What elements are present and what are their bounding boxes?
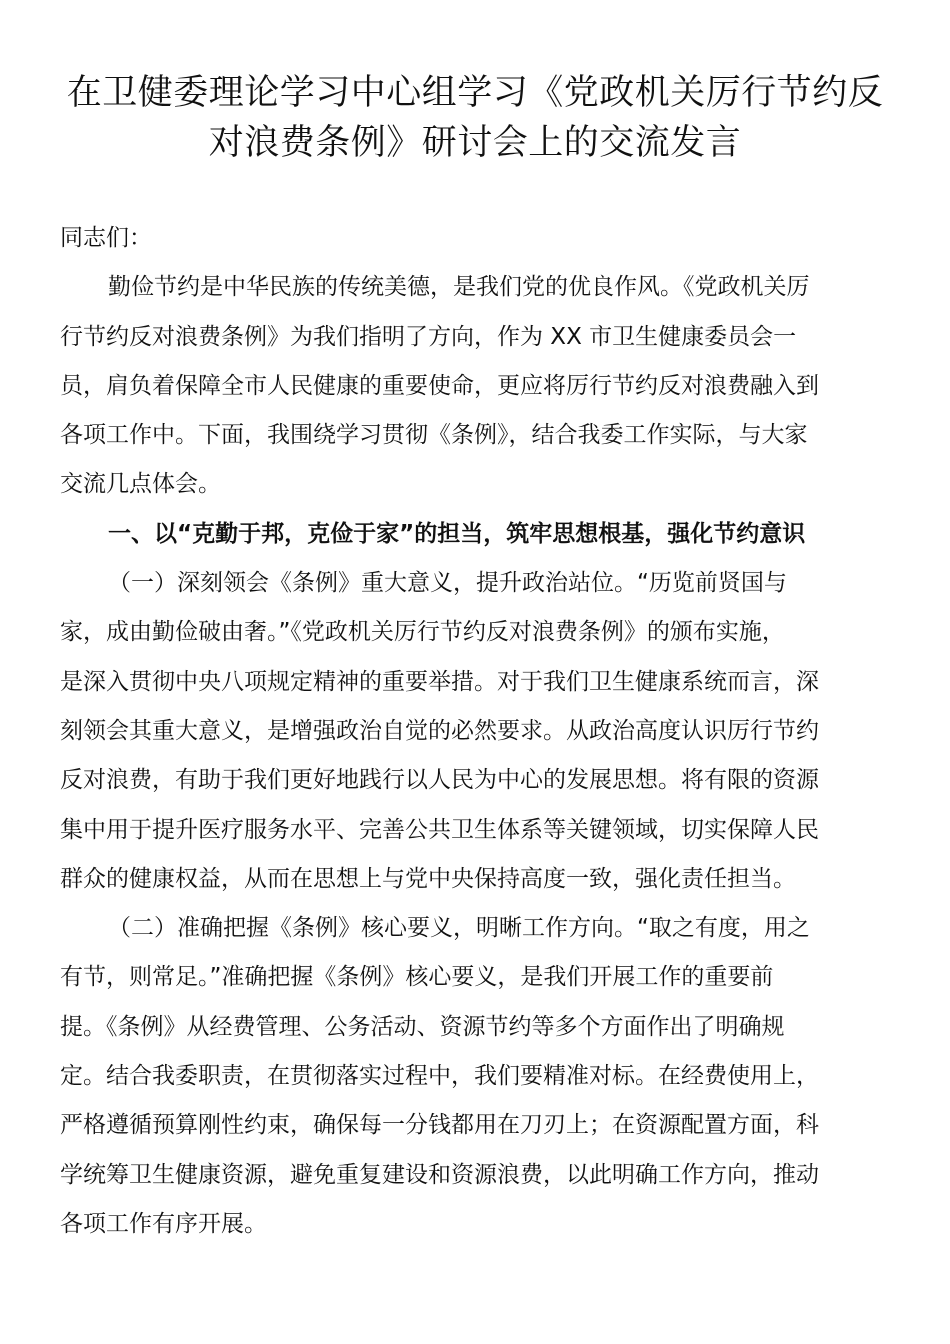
paragraph-line: 刻领会其重大意义，是增强政治自觉的必然要求。从政治高度认识厉行节约 [60,717,819,744]
section-heading-1: 一、以“克勤于邦，克俭于家”的担当，筑牢思想根基，强化节约意识 [108,520,806,547]
paragraph-line: 学统筹卫生健康资源，避免重复建设和资源浪费，以此明确工作方向，推动 [60,1161,819,1188]
paragraph-line: 各项工作中。下面，我围绕学习贯彻《条例》，结合我委工作实际，与大家 [60,422,808,449]
paragraph-line: 是深入贯彻中央八项规定精神的重要举措。对于我们卫生健康系统而言，深 [60,668,819,695]
paragraph-line: 提。《条例》从经费管理、公务活动、资源节约等多个方面作出了明确规 [60,1013,785,1040]
paragraph-line: 各项工作有序开展。 [60,1210,267,1237]
paragraph-line: 反对浪费，有助于我们更好地践行以人民为中心的发展思想。将有限的资源 [60,767,819,794]
paragraph-line: 有节，则常足。”准确把握《条例》核心要义，是我们开展工作的重要前 [60,964,774,991]
paragraph-line: 严格遵循预算刚性约束，确保每一分钱都用在刀刃上；在资源配置方面，科 [60,1112,819,1139]
paragraph-line: 群众的健康权益，从而在思想上与党中央保持高度一致，强化责任担当。 [60,865,796,892]
paragraph-line: 定。结合我委职责，在贯彻落实过程中，我们要精准对标。在经费使用上， [60,1063,819,1090]
paragraph-line: 勤俭节约是中华民族的传统美德，是我们党的优良作风。《党政机关厉 [108,274,810,301]
paragraph-line: 员，肩负着保障全市人民健康的重要使命，更应将厉行节约反对浪费融入到 [60,372,819,399]
paragraph-line: 家，成由勤俭破由奢。”《党政机关厉行节约反对浪费条例》的颁布实施， [60,619,785,646]
paragraph-line: （一）深刻领会《条例》重大意义，提升政治站位。“历览前贤国与 [108,570,787,597]
salutation: 同志们： [60,225,152,251]
title-line-1: 在卫健委理论学习中心组学习《党政机关厉行节约反 [66,73,884,113]
paragraph-line: （二）准确把握《条例》核心要义，明晰工作方向。“取之有度，用之 [108,915,810,942]
title-line-2: 对浪费条例》研讨会上的交流发言 [208,123,742,163]
paragraph-subsection-2 [60,904,888,1249]
paragraph-line: 行节约反对浪费条例》为我们指明了方向，作为 XX 市卫生健康委员会一 [60,323,797,350]
paragraph-subsection-1 [60,559,888,904]
paragraph-line: 集中用于提升医疗服务水平、完善公共卫生体系等关键领域，切实保障人民 [60,816,819,843]
document-body [60,214,888,1249]
document-title [60,68,890,168]
paragraph-line: 交流几点体会。 [60,471,221,498]
paragraph-intro [60,263,888,509]
